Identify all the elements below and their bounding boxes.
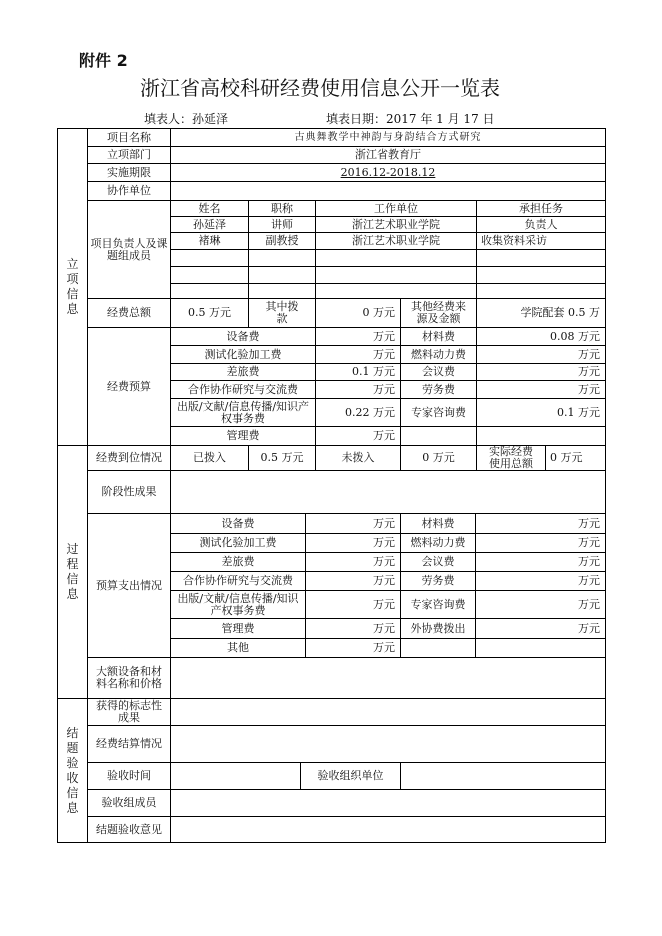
member-header: 承担任务 [476, 200, 606, 217]
budget-amount: 万元 [476, 345, 606, 364]
other-value: 学院配套 0.5 万 [476, 298, 606, 328]
budget-amount: 万元 [315, 345, 401, 364]
budget-amount [476, 426, 606, 446]
stage-label: 阶段性成果 [87, 470, 171, 514]
spend-item: 管理费 [170, 618, 306, 639]
budget-label: 经费预算 [87, 327, 171, 446]
budget-item: 测试化验加工费 [170, 345, 316, 364]
spend-amount: 万元 [305, 513, 401, 534]
field-value-coop [170, 181, 606, 201]
spend-item: 其他 [170, 638, 306, 658]
grant-label: 其中拨款 [248, 298, 316, 328]
budget-item: 差旅费 [170, 363, 316, 381]
spend-item: 差旅费 [170, 552, 306, 572]
member-cell [248, 283, 316, 299]
actual-label: 实际经费使用总额 [476, 445, 546, 471]
budget-item: 会议费 [400, 363, 477, 381]
settle-label: 经费结算情况 [87, 725, 171, 763]
page-title: 浙江省高校科研经费使用信息公开一览表 [140, 76, 500, 100]
spend-label: 预算支出情况 [87, 513, 171, 658]
budget-amount: 万元 [315, 380, 401, 399]
spend-item: 出版/文献/信息传播/知识产权事务费 [170, 590, 306, 619]
member-cell: 负责人 [476, 216, 606, 233]
fill-date: 填表日期：2017 年 1 月 17 日 [326, 112, 495, 126]
grant-value: 0 万元 [315, 298, 401, 328]
member-cell [170, 283, 249, 299]
other-label: 其他经费来源及金额 [400, 298, 477, 328]
member-cell [248, 266, 316, 284]
spend-amount: 万元 [305, 638, 401, 658]
budget-amount: 0.08 万元 [476, 327, 606, 346]
field-label: 实施期限 [87, 163, 171, 182]
spend-amount [475, 638, 606, 658]
member-cell: 副教授 [248, 232, 316, 250]
field-value-dept: 浙江省教育厅 [170, 146, 606, 164]
opinion-value [170, 816, 606, 843]
pending-value: 0 万元 [400, 445, 477, 471]
result-value [170, 698, 606, 726]
stage-value [170, 470, 606, 514]
budget-item: 材料费 [400, 327, 477, 346]
opinion-label: 结题验收意见 [87, 816, 171, 843]
members-label: 项目负责人及课题组成员 [87, 200, 171, 299]
budget-item: 燃料动力费 [400, 345, 477, 364]
section-approval-cell [57, 128, 88, 446]
settle-value [170, 725, 606, 763]
budget-amount: 万元 [315, 327, 401, 346]
section-closing: 结题验收信息 [66, 725, 79, 815]
budget-amount: 0.22 万元 [315, 398, 401, 427]
spend-item: 会议费 [400, 552, 476, 572]
spend-amount: 万元 [475, 618, 606, 639]
total-value: 0.5 万元 [170, 298, 249, 328]
spend-amount: 万元 [475, 571, 606, 591]
field-label: 项目名称 [87, 128, 171, 147]
budget-item: 合作协作研究与交流费 [170, 380, 316, 399]
member-cell: 浙江艺术职业学院 [315, 232, 477, 250]
spend-item: 燃料动力费 [400, 533, 476, 553]
spend-amount: 万元 [475, 552, 606, 572]
budget-item: 设备费 [170, 327, 316, 346]
section-approval: 立项信息 [66, 257, 79, 316]
spend-item: 劳务费 [400, 571, 476, 591]
spend-item [400, 638, 476, 658]
budget-amount: 万元 [315, 426, 401, 446]
budget-item: 劳务费 [400, 380, 477, 399]
org-value [400, 762, 606, 790]
spend-amount: 万元 [305, 571, 401, 591]
received-value: 0.5 万元 [248, 445, 316, 471]
spend-item: 材料费 [400, 513, 476, 534]
member-cell: 讲师 [248, 216, 316, 233]
spend-item: 专家咨询费 [400, 590, 476, 619]
members-value [170, 789, 606, 817]
spend-amount: 万元 [305, 590, 401, 619]
spend-item: 设备费 [170, 513, 306, 534]
field-label: 协作单位 [87, 181, 171, 201]
field-label: 立项部门 [87, 146, 171, 164]
spend-amount: 万元 [305, 552, 401, 572]
member-cell [170, 266, 249, 284]
time-value [170, 762, 301, 790]
member-cell [170, 249, 249, 267]
budget-item: 出版/文献/信息传播/知识产权事务费 [170, 398, 316, 427]
field-value-name: 古典舞教学中神韵与身韵结合方式研究 [170, 128, 606, 147]
member-cell [315, 283, 477, 299]
spend-item: 测试化验加工费 [170, 533, 306, 553]
spend-amount: 万元 [475, 590, 606, 619]
filler-name: 填表人：孙延泽 [144, 112, 229, 126]
members-label: 验收组成员 [87, 789, 171, 817]
time-label: 验收时间 [87, 762, 171, 790]
member-cell [248, 249, 316, 267]
budget-item: 专家咨询费 [400, 398, 477, 427]
total-label: 经费总额 [87, 298, 171, 328]
member-header: 工作单位 [315, 200, 477, 217]
member-cell [476, 266, 606, 284]
equipment-value [170, 657, 606, 699]
arrival-label: 经费到位情况 [87, 445, 171, 471]
section-process: 过程信息 [66, 542, 79, 601]
member-cell [315, 266, 477, 284]
field-value-period: 2016.12-2018.12 [170, 163, 606, 182]
spend-amount: 万元 [475, 533, 606, 553]
budget-amount: 万元 [476, 363, 606, 381]
member-cell: 孙延泽 [170, 216, 249, 233]
attachment-label: 附件 2 [79, 51, 128, 70]
member-header: 职称 [248, 200, 316, 217]
equipment-label: 大额设备和材料名称和价格 [87, 657, 171, 699]
member-cell: 浙江艺术职业学院 [315, 216, 477, 233]
spend-amount: 万元 [475, 513, 606, 534]
section-process-cell [57, 445, 88, 699]
member-cell [476, 283, 606, 299]
member-cell: 褚琳 [170, 232, 249, 250]
member-header: 姓名 [170, 200, 249, 217]
pending-label: 未拨入 [315, 445, 401, 471]
budget-item [400, 426, 477, 446]
budget-amount: 万元 [476, 380, 606, 399]
spend-amount: 万元 [305, 533, 401, 553]
budget-amount: 0.1 万元 [476, 398, 606, 427]
member-cell [476, 249, 606, 267]
spend-item: 外协费拨出 [400, 618, 476, 639]
spend-item: 合作协作研究与交流费 [170, 571, 306, 591]
org-label: 验收组织单位 [300, 762, 401, 790]
actual-value: 0 万元 [545, 445, 606, 471]
spend-amount: 万元 [305, 618, 401, 639]
budget-amount: 0.1 万元 [315, 363, 401, 381]
member-cell: 收集资料采访 [476, 232, 606, 250]
section-closing-cell [57, 698, 88, 843]
member-cell [315, 249, 477, 267]
result-label: 获得的标志性成果 [87, 698, 171, 726]
received-label: 已拨入 [170, 445, 249, 471]
budget-item: 管理费 [170, 426, 316, 446]
